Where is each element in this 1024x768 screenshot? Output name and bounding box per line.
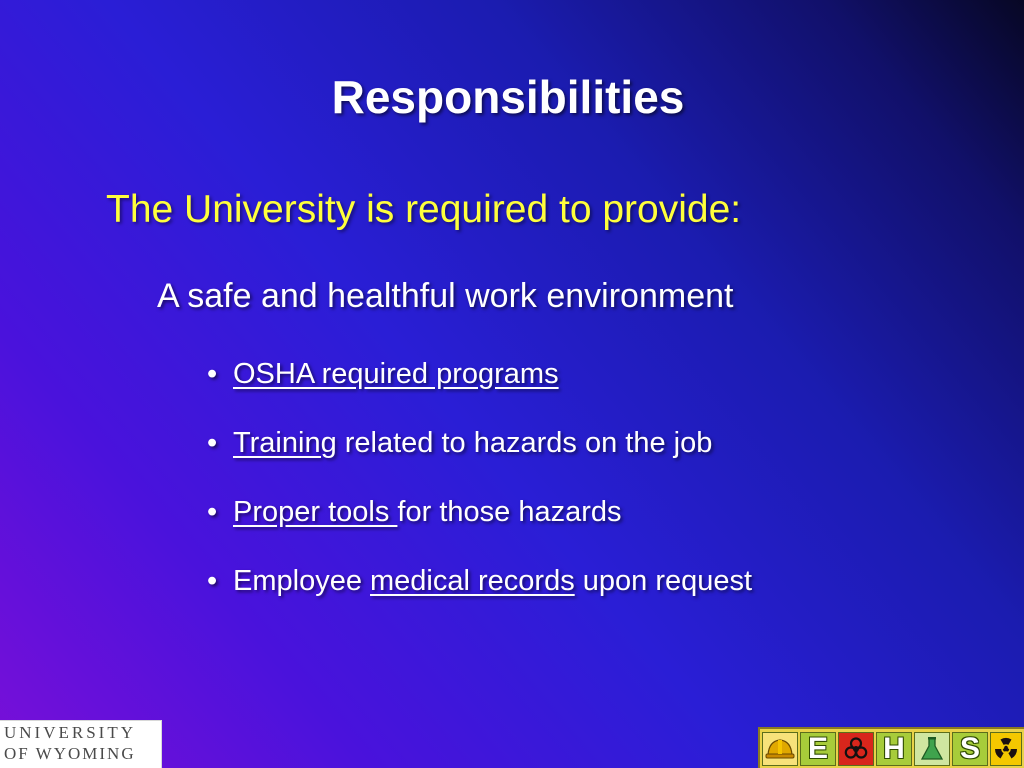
- environment-statement: A safe and healthful work environment: [157, 277, 734, 315]
- bullet-icon: •: [207, 427, 218, 459]
- ehs-logo: [758, 727, 1024, 768]
- ehs-letter-e: E: [800, 732, 836, 766]
- hard-hat-icon: [762, 732, 798, 766]
- slide-title: Responsibilities: [331, 71, 685, 123]
- bullet-text: for those hazards: [397, 496, 622, 528]
- university-logo-line1: UNIVERSITY: [4, 723, 136, 742]
- list-item: [207, 561, 752, 630]
- osha-programs-link[interactable]: OSHA required programs: [233, 358, 559, 390]
- flask-icon: [914, 732, 950, 766]
- bullet-prefix-text: Employee: [233, 565, 371, 597]
- medical-records-link[interactable]: medical records: [370, 565, 575, 597]
- list-item: [207, 354, 752, 423]
- bullet-list: [207, 354, 752, 630]
- ehs-letter-h: H: [876, 732, 912, 766]
- radiation-icon: [990, 732, 1022, 766]
- bullet-icon: •: [207, 496, 218, 528]
- list-item: [207, 423, 752, 492]
- biohazard-icon: [838, 732, 874, 766]
- bullet-text: upon request: [574, 565, 753, 597]
- slide-subtitle: The University is required to provide:: [106, 188, 742, 231]
- ehs-letter-s: S: [952, 732, 988, 766]
- bullet-icon: •: [207, 358, 218, 390]
- proper-tools-link[interactable]: Proper tools: [233, 496, 398, 528]
- bullet-icon: •: [207, 565, 218, 597]
- training-link[interactable]: Training: [233, 427, 337, 459]
- bullet-text: related to hazards on the job: [336, 427, 713, 459]
- university-logo: [0, 720, 162, 768]
- university-logo-line2: OF WYOMING: [4, 744, 136, 763]
- list-item: [207, 492, 752, 561]
